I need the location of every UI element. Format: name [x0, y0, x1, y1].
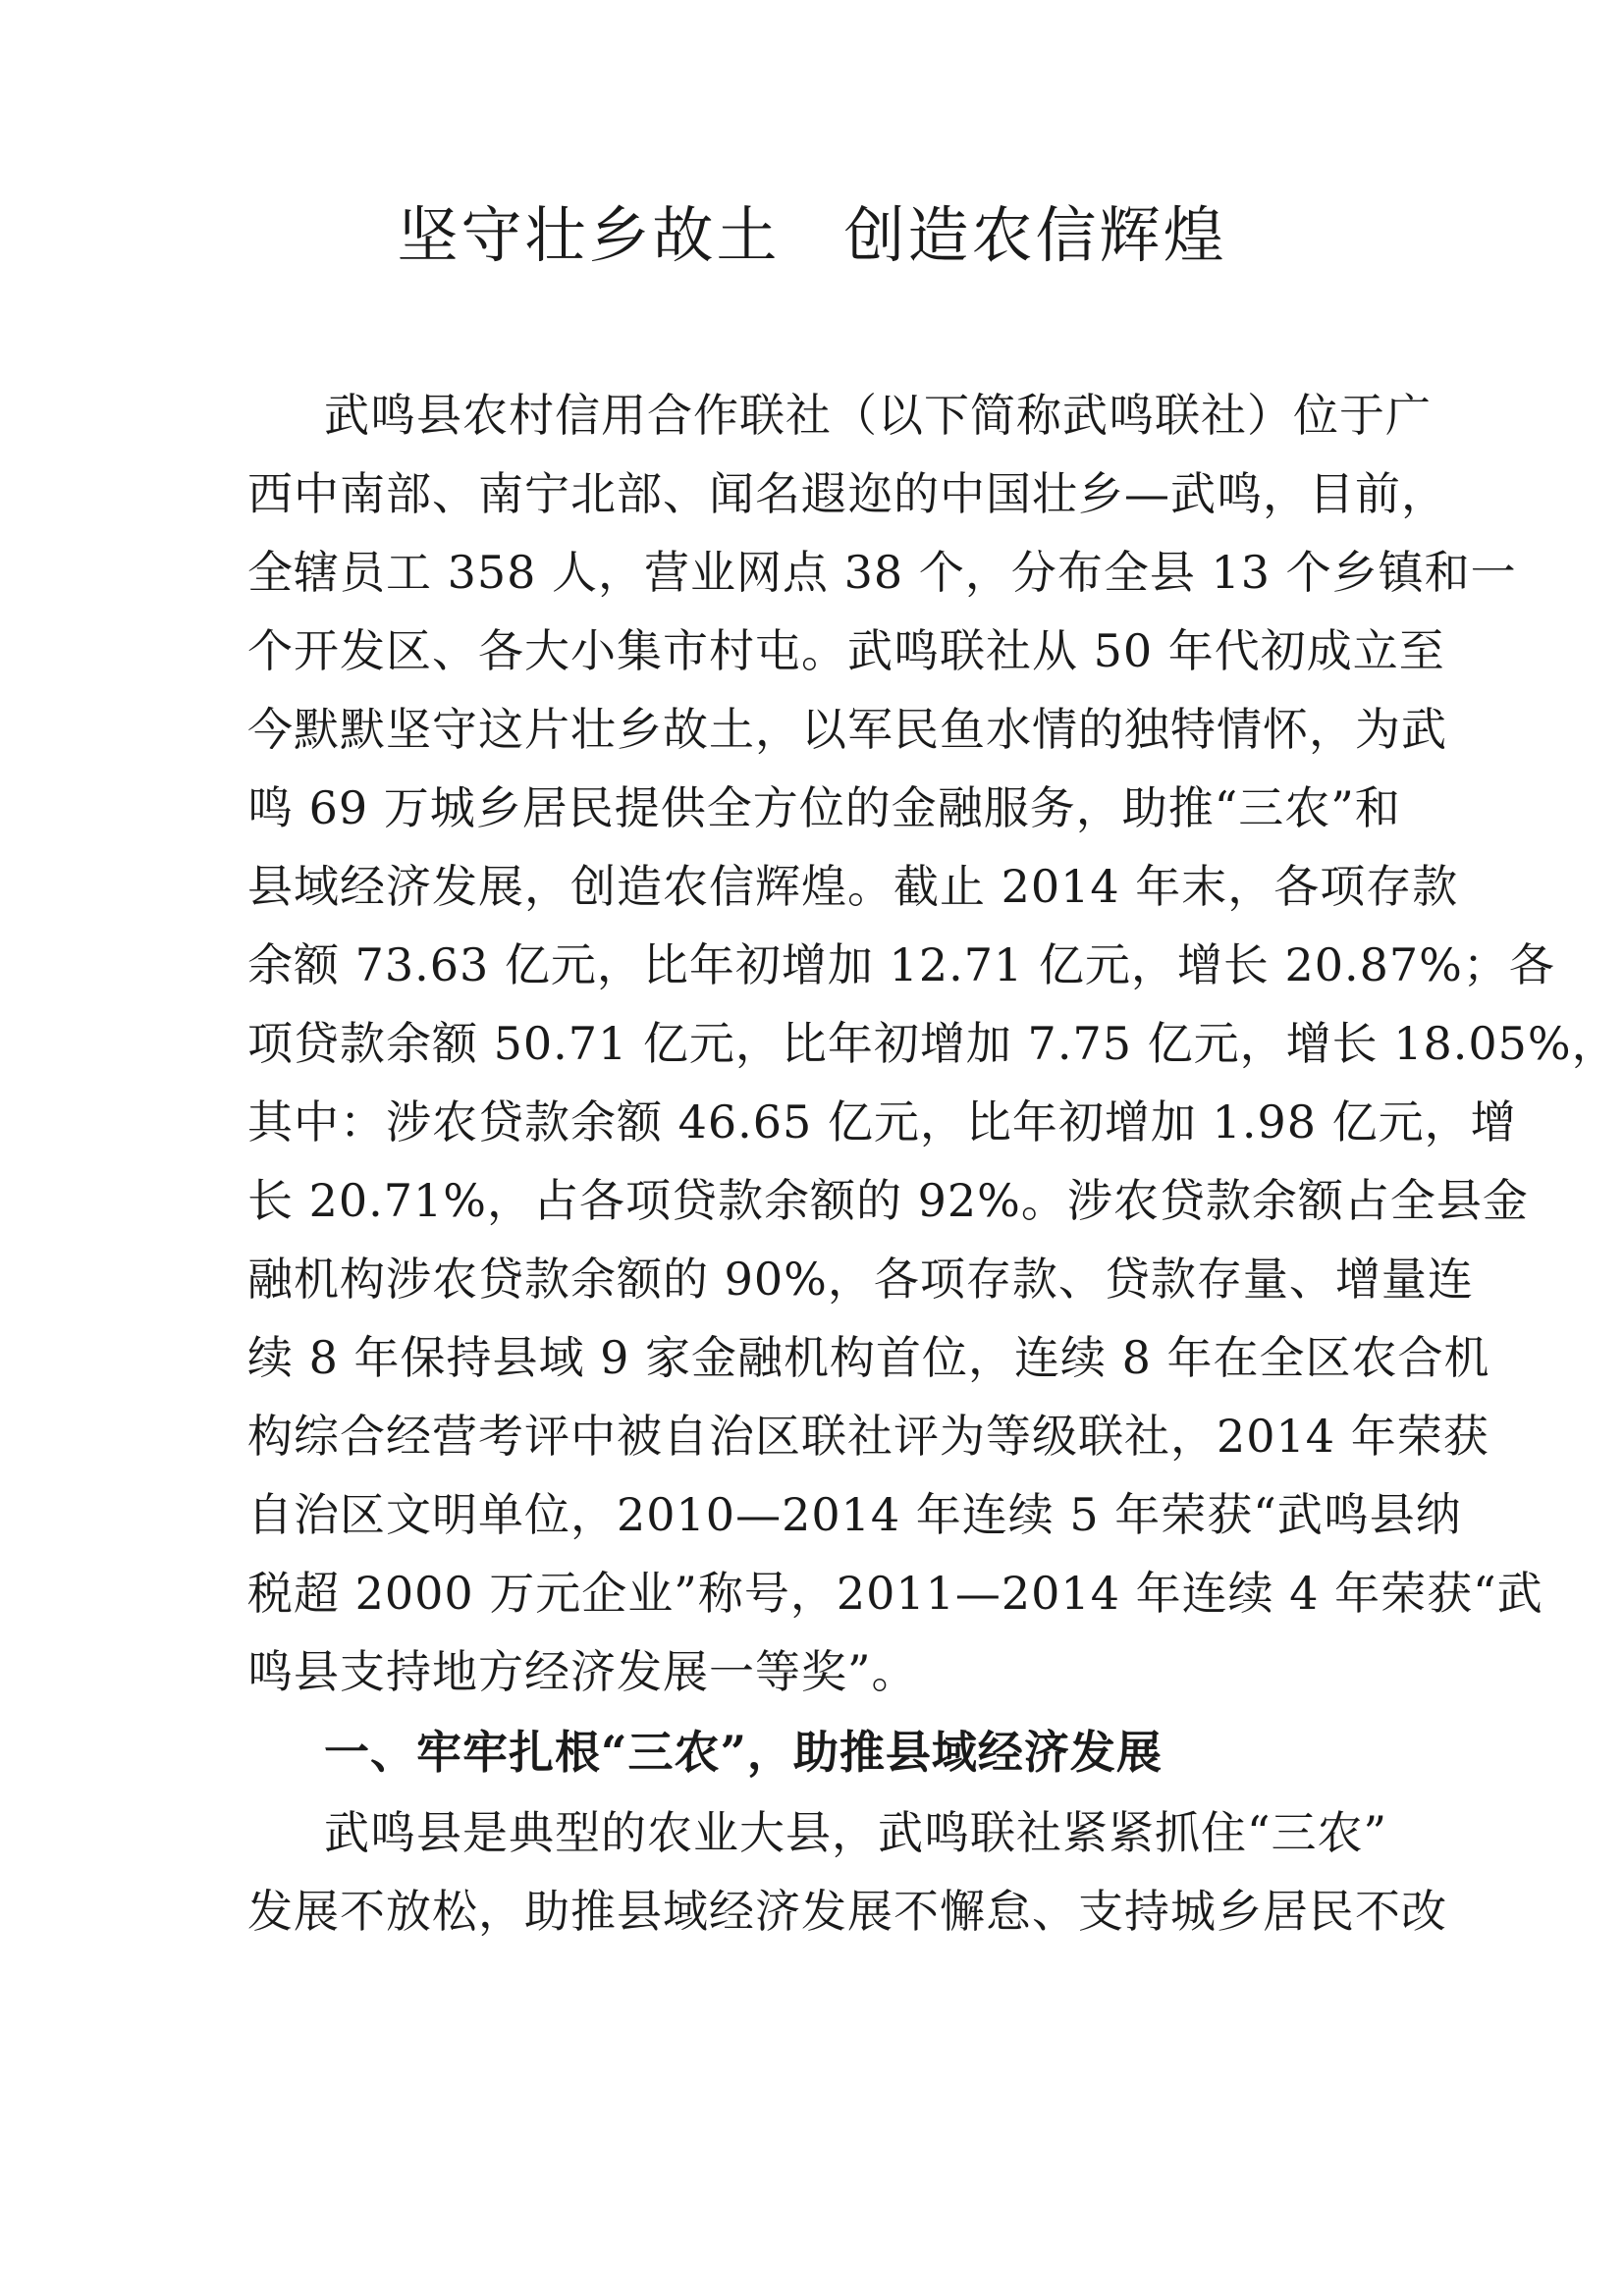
intro-line-17: 鸣县支持地方经济发展一等奖”。: [247, 1645, 918, 1698]
intro-line-13: 续 8 年保持县域 9 家金融机构首位，连续 8 年在全区农合机: [247, 1331, 1490, 1384]
intro-line-1: 武鸣县农村信用合作联社（以下简称武鸣联社）位于广: [324, 389, 1432, 442]
section-line-1: 武鸣县是典型的农业大县，武鸣联社紧紧抓住“三农”: [324, 1806, 1388, 1859]
intro-line-16: 税超 2000 万元企业”称号，2011—2014 年连续 4 年荣获“武: [247, 1567, 1543, 1620]
intro-line-5: 今默默坚守这片壮乡故土，以军民鱼水情的独特情怀，为武: [247, 703, 1447, 756]
section-heading: 一、牢牢扎根“三农”，助推县域经济发展: [324, 1726, 1163, 1779]
intro-line-14: 构综合经营考评中被自治区联社评为等级联社，2014 年荣获: [247, 1410, 1489, 1463]
intro-line-2: 西中南部、南宁北部、闻名遐迩的中国壮乡—武鸣，目前，: [247, 467, 1447, 520]
intro-line-6: 鸣 69 万城乡居民提供全方位的金融服务，助推“三农”和: [247, 781, 1401, 834]
intro-line-4: 个开发区、各大小集市村屯。武鸣联社从 50 年代初成立至: [247, 624, 1445, 677]
intro-line-8: 余额 73.63 亿元，比年初增加 12.71 亿元，增长 20.87%；各: [247, 938, 1555, 991]
intro-line-15: 自治区文明单位，2010—2014 年连续 5 年荣获“武鸣县纳: [247, 1488, 1462, 1541]
section-line-2: 发展不放松，助推县域经济发展不懈怠、支持城乡居民不改: [247, 1885, 1447, 1938]
document-title: 坚守壮乡故土 创造农信辉煌: [397, 199, 1227, 271]
intro-line-12: 融机构涉农贷款余额的 90%，各项存款、贷款存量、增量连: [247, 1253, 1474, 1306]
intro-line-10: 其中：涉农贷款余额 46.65 亿元，比年初增加 1.98 亿元，增: [247, 1095, 1517, 1148]
intro-line-11: 长 20.71%，占各项贷款余额的 92%。涉农贷款余额占全县金: [247, 1174, 1529, 1227]
intro-line-3: 全辖员工 358 人，营业网点 38 个，分布全县 13 个乡镇和一: [247, 546, 1517, 599]
intro-line-7: 县域经济发展，创造农信辉煌。截止 2014 年末，各项存款: [247, 860, 1459, 913]
intro-line-9: 项贷款余额 50.71 亿元，比年初增加 7.75 亿元，增长 18.05%，: [247, 1017, 1618, 1070]
